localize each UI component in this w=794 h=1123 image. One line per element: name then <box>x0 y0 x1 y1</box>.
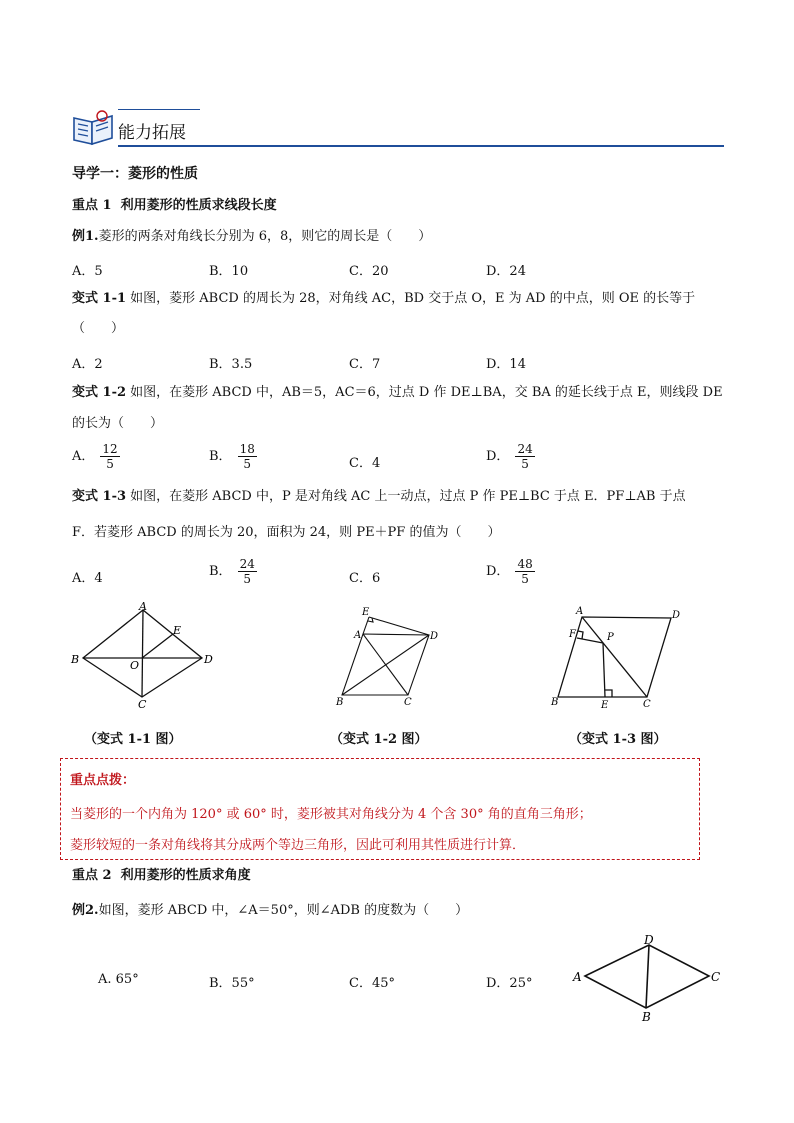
label-e: E <box>601 700 609 709</box>
label-e: E <box>362 607 370 618</box>
label-a: A <box>576 606 584 617</box>
key-point-label: 重点 2 <box>72 868 112 883</box>
label-c: C <box>138 698 147 708</box>
label-d: D <box>430 631 439 642</box>
option-c[interactable]: C．7 <box>349 357 381 372</box>
header-rule <box>118 145 724 147</box>
option-d[interactable]: D． $\frac{24}{5}$ <box>486 442 533 471</box>
example-2-question <box>72 903 468 919</box>
fraction: $\frac{24}{5}$ <box>239 557 255 586</box>
variant-1-1-text: 如图，菱形 ABCD 的周长为 28，对角线 AC，BD 交于点 O，E 为 AD 的中点，则 OE 的长等于 <box>130 291 696 306</box>
figure-caption: （变式 1-1 图） <box>84 732 182 747</box>
header-short-line <box>118 109 200 110</box>
label-p: P <box>607 632 614 643</box>
tip-box <box>60 758 700 860</box>
label-a: A <box>139 600 147 613</box>
option-b[interactable]: B． $\frac{24}{5}$ <box>209 557 255 586</box>
example-1-text: 菱形的两条对角线长分别为 6，8，则它的周长是（ ） <box>98 229 432 244</box>
option-b[interactable]: B．10 <box>209 264 249 279</box>
option-d[interactable]: D．14 <box>486 357 526 372</box>
tip-title: 重点点拨： <box>70 773 136 788</box>
variant-1-3-text: 如图，在菱形 ABCD 中，P 是对角线 AC 上一动点，过点 P 作 PE⊥BC 于点 E．PF⊥AB 于点 <box>130 489 686 504</box>
label-d: D <box>204 653 213 666</box>
variant-1-2-question <box>72 385 723 401</box>
key-point-1 <box>72 198 277 214</box>
figure-caption: （变式 1-2 图） <box>330 732 428 747</box>
option-a[interactable]: A． $\frac{12}{5}$ <box>72 442 118 471</box>
book-icon <box>72 108 116 146</box>
figure-variant-1-2 <box>330 603 445 709</box>
figure-variant-1-3 <box>545 601 685 709</box>
figure-variant-1-1 <box>66 598 226 708</box>
variant-1-2-question-cont: 的长为（ ） <box>72 416 164 431</box>
variant-1-2-prefix: 变式 1-2 <box>72 385 127 400</box>
label-c: C <box>643 699 651 709</box>
option-d[interactable]: D．24 <box>486 264 526 279</box>
fraction: $\frac{12}{5}$ <box>102 442 118 471</box>
tip-line-1: 当菱形的一个内角为 120° 或 60° 时，菱形被其对角线分为 4 个含 30° 角的直角三角形； <box>70 807 592 822</box>
label-a: A <box>354 630 362 641</box>
label-b: B <box>642 1010 651 1024</box>
option-a[interactable]: A. 65° <box>98 972 139 987</box>
fraction: $\frac{18}{5}$ <box>239 442 255 471</box>
example-2-text: 如图，菱形 ABCD 中，∠A＝50°，则∠ADB 的度数为（ ） <box>98 903 469 918</box>
option-b[interactable]: B． $\frac{18}{5}$ <box>209 442 255 471</box>
label-a: A <box>573 970 582 984</box>
label-b: B <box>71 653 80 666</box>
variant-1-1-question <box>72 291 695 307</box>
key-point-title: 利用菱形的性质求角度 <box>120 868 251 883</box>
variant-1-2-text: 如图，在菱形 ABCD 中，AB＝5，AC＝6，过点 D 作 DE⊥BA，交 BA 的延长线于点 E，则线段 DE <box>130 385 723 400</box>
label-b: B <box>551 697 559 708</box>
label-d: D <box>644 933 654 947</box>
key-point-label: 重点 1 <box>72 198 112 213</box>
option-d[interactable]: D．25° <box>486 976 533 991</box>
option-c[interactable]: C．45° <box>349 976 395 991</box>
option-c[interactable]: C．4 <box>349 456 381 471</box>
section-title: 导学一：菱形的性质 <box>72 166 198 182</box>
option-a[interactable]: A．5 <box>72 264 103 279</box>
option-b[interactable]: B．55° <box>209 976 255 991</box>
example-2-prefix: 例2. <box>72 903 99 918</box>
option-c[interactable]: C．6 <box>349 571 381 586</box>
label-b: B <box>336 697 344 708</box>
label-c: C <box>711 970 721 984</box>
example-1-prefix: 例1. <box>72 229 99 244</box>
variant-1-1-prefix: 变式 1-1 <box>72 291 127 306</box>
variant-1-3-question <box>72 489 686 505</box>
option-a[interactable]: A．2 <box>72 357 103 372</box>
fraction: $\frac{48}{5}$ <box>517 557 533 586</box>
option-d[interactable]: D． $\frac{48}{5}$ <box>486 557 533 586</box>
header <box>70 106 724 148</box>
figure-caption: （变式 1-3 图） <box>569 732 667 747</box>
label-c: C <box>404 697 412 708</box>
label-o: O <box>130 659 140 672</box>
option-b[interactable]: B．3.5 <box>209 357 253 372</box>
key-point-2 <box>72 868 251 884</box>
page-section-title: 能力拓展 <box>118 123 186 143</box>
key-point-title: 利用菱形的性质求线段长度 <box>120 198 277 213</box>
variant-1-1-question-cont: （ ） <box>72 321 125 336</box>
fraction: $\frac{24}{5}$ <box>517 442 533 471</box>
tip-line-2: 菱形较短的一条对角线将其分成两个等边三角形，因此可利用其性质进行计算． <box>70 838 526 853</box>
option-c[interactable]: C．20 <box>349 264 389 279</box>
option-a[interactable]: A．4 <box>72 571 103 586</box>
example-1-question <box>72 229 431 245</box>
figure-example-2 <box>568 932 728 1024</box>
label-d: D <box>672 610 681 621</box>
variant-1-3-prefix: 变式 1-3 <box>72 489 127 504</box>
variant-1-3-question-cont: F．若菱形 ABCD 的周长为 20，面积为 24，则 PE＋PF 的值为（ ） <box>72 525 501 540</box>
label-e: E <box>173 624 182 637</box>
label-f: F <box>569 629 576 640</box>
